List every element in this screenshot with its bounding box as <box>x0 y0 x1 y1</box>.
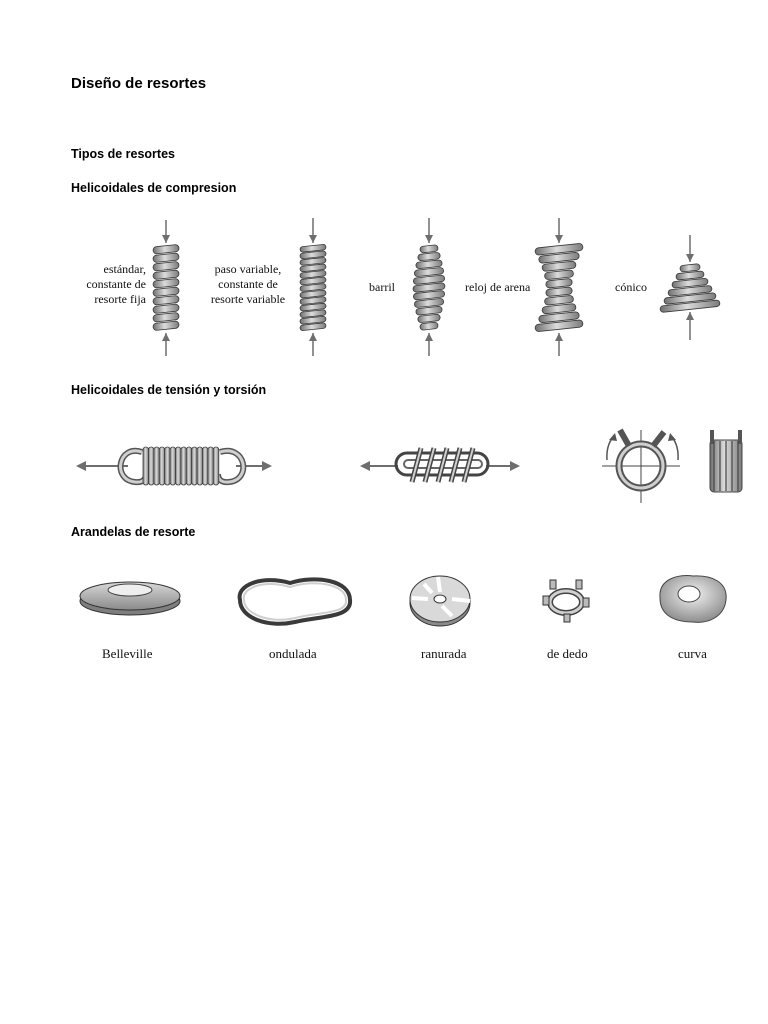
label-paso-variable: paso variable, constante de resorte variable <box>210 262 286 306</box>
coil <box>680 264 701 272</box>
load-arrowhead <box>425 235 433 243</box>
arrowhead-right <box>262 461 272 471</box>
coil <box>420 322 439 330</box>
label-reloj-de-arena: reloj de arena <box>465 280 531 294</box>
label-de-dedo: de dedo <box>547 646 588 661</box>
coil <box>197 447 203 485</box>
washer-de-dedo <box>543 580 589 622</box>
coil <box>208 447 214 485</box>
rotation-arrowhead <box>668 433 676 441</box>
label-curva: curva <box>678 646 707 661</box>
compression-springs <box>153 218 720 356</box>
load-arrowhead <box>555 235 563 243</box>
load-arrowhead <box>425 333 433 341</box>
extension-spring <box>76 447 272 485</box>
spring-estandar <box>153 244 180 330</box>
coil <box>148 447 154 485</box>
washer-curva <box>660 576 726 623</box>
coil <box>213 447 219 485</box>
drawbar-spring <box>360 448 520 482</box>
coil <box>143 447 149 485</box>
torsion-spring-top <box>602 430 680 503</box>
washer-ondulada <box>240 579 350 623</box>
spring-barril <box>413 245 446 331</box>
coil <box>186 447 192 485</box>
coil <box>418 252 441 261</box>
extension-coils <box>143 447 219 485</box>
coil <box>175 447 181 485</box>
coil <box>420 245 439 253</box>
label-belleville: Belleville <box>102 646 153 661</box>
spring-conico <box>660 264 720 313</box>
coil <box>153 295 180 305</box>
torsion-leg-left <box>620 430 629 446</box>
coil <box>192 447 198 485</box>
coil <box>153 312 180 322</box>
load-arrowhead <box>309 333 317 341</box>
spring-paso-variable <box>300 244 326 331</box>
coil <box>153 321 180 331</box>
coil <box>153 244 180 254</box>
coil <box>181 447 187 485</box>
section-heading-arandelas: Arandelas de resorte <box>71 525 196 539</box>
coil <box>153 261 180 271</box>
load-arrowhead <box>555 333 563 341</box>
washer-belleville <box>80 582 180 615</box>
label-estandar: estándar, constante de resorte fija <box>86 262 146 306</box>
torsion-leg-right <box>653 432 664 446</box>
coil <box>153 253 180 263</box>
load-arrowhead <box>309 235 317 243</box>
load-arrowhead <box>162 235 170 243</box>
spring-reloj-de-arena <box>535 243 583 332</box>
rotation-arrowhead <box>609 433 617 441</box>
page-title: Diseño de resortes <box>71 75 207 92</box>
arrowhead-right <box>510 461 520 471</box>
coil <box>418 314 441 323</box>
coil <box>153 278 180 288</box>
coil <box>546 278 573 288</box>
arrowhead-left <box>76 461 86 471</box>
load-arrowhead <box>162 333 170 341</box>
label-barril: barril <box>369 280 395 294</box>
coil <box>159 447 165 485</box>
coil <box>153 304 180 314</box>
load-arrowhead <box>686 312 694 320</box>
label-conico: cónico <box>615 280 647 294</box>
washer-ranurada <box>410 576 470 626</box>
coil <box>202 447 208 485</box>
coil <box>154 447 160 485</box>
coil <box>153 287 180 297</box>
label-ondulada: ondulada <box>269 646 317 661</box>
coil <box>153 270 180 280</box>
label-ranurada: ranurada <box>421 646 467 661</box>
coil <box>165 447 171 485</box>
section-heading-compresion: Helicoidales de compresion <box>71 181 237 195</box>
load-arrowhead <box>686 254 694 262</box>
coil <box>170 447 176 485</box>
arrowhead-left <box>360 461 370 471</box>
torsion-spring-side <box>710 430 742 492</box>
section-heading-tipos: Tipos de resortes <box>71 147 175 161</box>
coil <box>546 287 573 297</box>
section-heading-tension-torsion: Helicoidales de tensión y torsión <box>71 383 267 397</box>
